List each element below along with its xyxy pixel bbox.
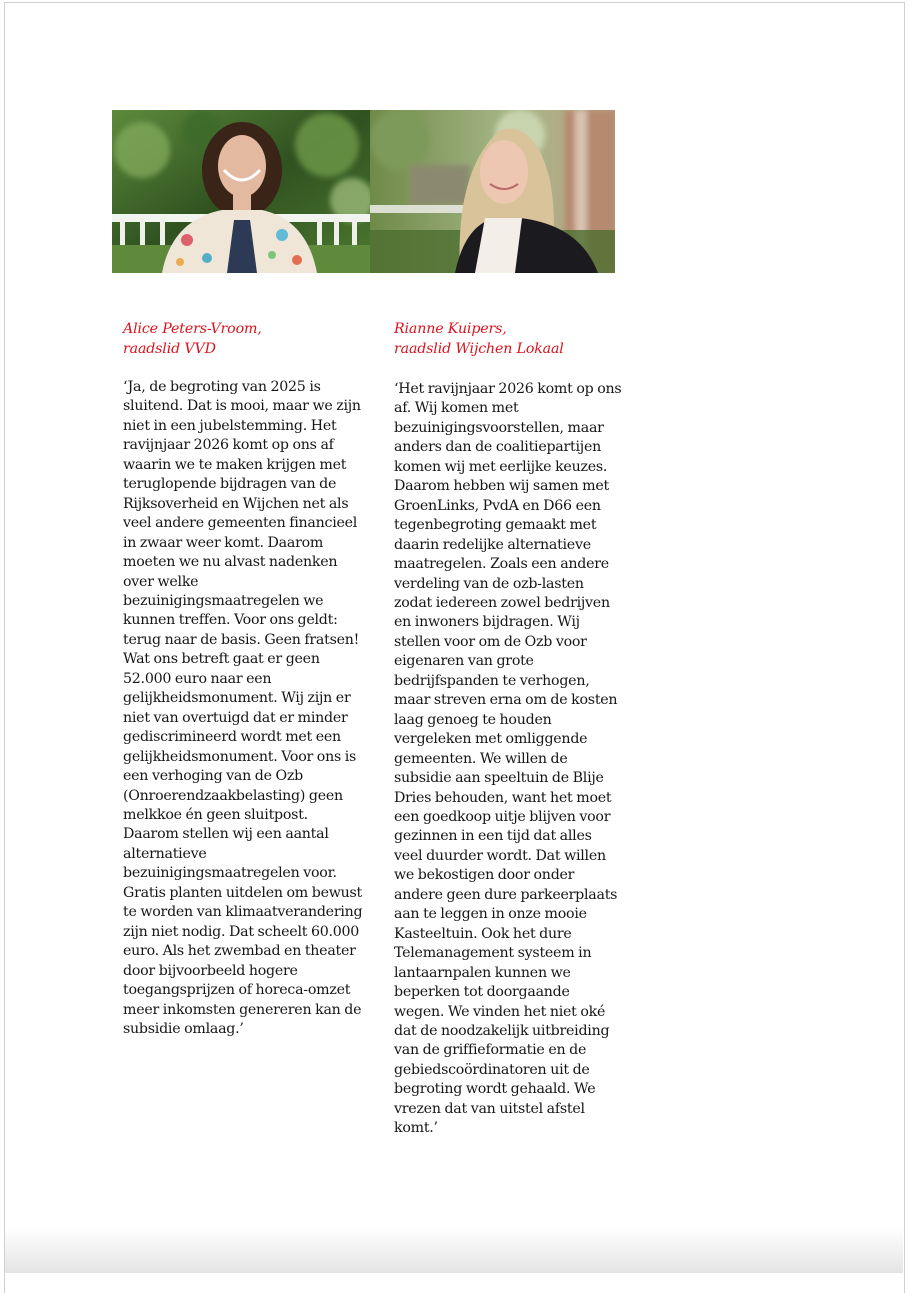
- portrait-image: [112, 110, 370, 273]
- person-name: Rianne Kuipers,: [394, 321, 507, 337]
- photo-rianne-kuipers: [370, 110, 615, 273]
- person-name: Alice Peters-Vroom,: [123, 321, 262, 337]
- portrait-image: [370, 110, 615, 273]
- person-role: raadslid Wijchen Lokaal: [394, 340, 564, 357]
- profile-column-rianne: [394, 320, 639, 1139]
- profile-quote: ‘Ja, de begroting van 2025 is sluitend. Dat is mooi, maar we zijn niet in een jubelstemming. Het ravijnjaar 2026 komt op ons af waarin we te maken krijgen met teruglopende bijdragen van de Rijksoverheid en Wijchen net als veel andere gemeenten financieel in zwaar weer komt. Daarom moeten we nu alvast nadenken over welke bezuinigingsmaatregelen we kunnen treffen. Voor ons geldt: terug naar de basis. Geen fratsen! Wat ons betreft gaat er geen 52.000 euro naar een gelijkheidsmonument. Wij zijn er niet van overtuigd dat er minder gediscrimineerd wordt met een gelijkheidsmonument. Voor ons is een verhoging van de Ozb (Onroerendzaakbelasting) geen melkkoe én geen sluitpost. Daarom stellen wij een aantal alternatieve bezuinigingsmaatregelen voor. Gratis planten uitdelen om bewust te worden van klimaatverandering zijn niet nodig. Dat scheelt 60.000 euro. Als het zwembad en theater door bijvoorbeeld hogere toegangsprijzen of horeca-omzet meer inkomsten genereren kan de subsidie omlaag.’: [123, 379, 363, 1037]
- profile-name: [394, 320, 639, 359]
- profile-column-alice: [123, 320, 368, 1039]
- person-role: raadslid VVD: [123, 340, 216, 357]
- page-shadow: [5, 1228, 903, 1273]
- profile-name: [123, 320, 368, 359]
- photo-alice-peters-vroom: [112, 110, 370, 273]
- profile-quote: ‘Het ravijnjaar 2026 komt op ons af. Wij komen met bezuinigingsvoorstellen, maar anders dan de coalitiepartijen komen wij met eerlijke keuzes. Daarom hebben wij samen met GroenLinks, PvdA en D66 een tegenbegroting gemaakt met daarin redelijke alternatieve maatregelen. Zoals een andere verdeling van de ozb-lasten zodat iedereen zowel bedrijven en inwoners bijdragen. Wij stellen voor om de Ozb voor eigenaren van grote bedrijfspanden te verhogen, maar streven erna om de kosten laag genoeg te houden vergeleken met omliggende gemeenten. We willen de subsidie aan speeltuin de Blije Dries behouden, want het moet een goedkoop uitje blijven voor gezinnen in een tijd dat alles veel duurder wordt. Dat willen we bekostigen door onder andere geen dure parkeerplaats aan te leggen in onze mooie Kasteeltuin. Ook het dure Telemanagement systeem in lantaarnpalen kunnen we beperken tot doorgaande wegen. We vinden het niet oké dat de noodzakelijk uitbreiding van de griffieformatie en de gebiedscoördinatoren uit de begroting wordt gehaald. We vrezen dat van uitstel afstel komt.’: [394, 381, 622, 1137]
